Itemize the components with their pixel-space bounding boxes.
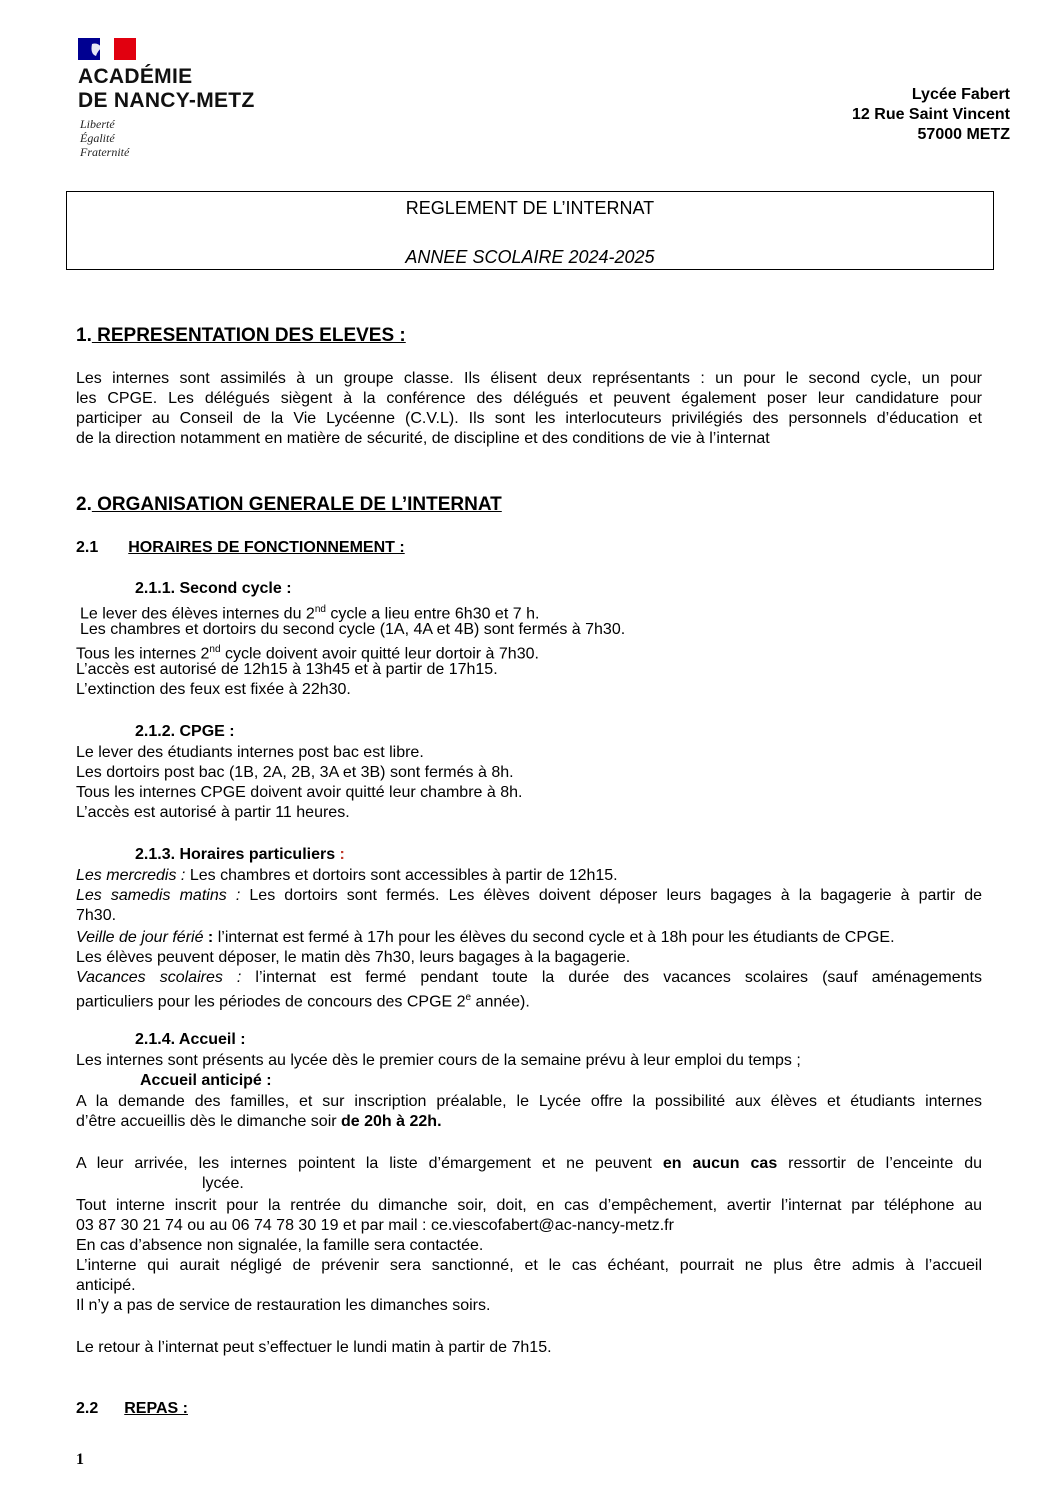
logo-academie: ACADÉMIE	[78, 65, 193, 88]
cpge-line: L’accès est autorisé à partir 11 heures.	[76, 804, 350, 821]
section2-number: 2.	[76, 494, 92, 515]
vacation-line: Vacances scolaires : l’internat est fermé pendant toute la durée des vacances scolaires (sauf aménagements	[76, 969, 982, 986]
subsection-2-1-3-heading: 2.1.3. Horaires particuliers :	[135, 846, 345, 863]
motto-egalite: Égalité	[80, 131, 115, 145]
subsection-2-2-heading: 2.2 REPAS :	[76, 1400, 188, 1417]
subsection-2-1-heading: 2.1 HORAIRES DE FONCTIONNEMENT :	[76, 539, 405, 556]
cpge-line: Le lever des étudiants internes post bac est libre.	[76, 744, 424, 761]
second-cycle-line: Les chambres et dortoirs du second cycle (1A, 4A et 4B) sont fermés à 7h30.	[80, 621, 626, 638]
logo-nancy-metz: DE NANCY-METZ	[78, 89, 255, 112]
second-cycle-line: Tous les internes 2nd cycle doivent avoir quitté leur dortoir à 7h30.	[76, 644, 539, 663]
section2-title: ORGANISATION GENERALE DE L’INTERNAT	[91, 494, 502, 515]
page-number: 1	[76, 1451, 84, 1468]
sanction-line-2: anticipé.	[76, 1277, 136, 1294]
vacation-line-2: particuliers pour les périodes de concours des CPGE 2e année).	[76, 992, 530, 1011]
section1-line: participer au Conseil de la Vie Lycéenne (C.V.L). Ils sont les interlocuteurs privilégiés des personnels d’éducation et	[76, 410, 982, 427]
accueil-anticipe-heading: Accueil anticipé :	[140, 1072, 272, 1089]
section1-line: de la direction notamment en matière de sécurité, de discipline et des conditions de vie à l’internat	[76, 430, 770, 447]
return-line: Le retour à l’internat peut s’effectuer le lundi matin à partir de 7h15.	[76, 1339, 552, 1356]
address-school: Lycée Fabert	[911, 86, 1010, 103]
saturday-line: Les samedis matins : Les dortoirs sont fermés. Les élèves doivent déposer leurs bagages à la bagagerie à partir de	[76, 887, 983, 904]
subsection-2-1-1-heading: 2.1.1. Second cycle :	[135, 580, 292, 597]
sanction-line: L’interne qui aurait négligé de prévenir sera sanctionné, et le cas échéant, pourrait ne plus être admis à l’accueil	[76, 1257, 982, 1274]
section1-line: Les internes sont assimilés à un groupe classe. Ils élisent deux représentants : un pour le second cycle, un pour	[76, 370, 982, 387]
subsection-2-1-4-heading: 2.1.4. Accueil :	[135, 1031, 246, 1048]
second-cycle-line: Le lever des élèves internes du 2nd cycle a lieu entre 6h30 et 7 h.	[80, 604, 540, 623]
marianne-flag-icon	[78, 38, 136, 60]
motto-liberte: Liberté	[80, 117, 115, 131]
accueil-line: Les internes sont présents au lycée dès le premier cours de la semaine prévu à leur emploi du temps ;	[76, 1052, 801, 1069]
notice-line: Tout interne inscrit pour la rentrée du dimanche soir, doit, en cas d’empêchement, avertir l’internat par téléphone au	[76, 1197, 982, 1214]
holiday-eve-line-2: Les élèves peuvent déposer, le matin dès 7h30, leurs bagages à la bagagerie.	[76, 949, 631, 966]
arrival-line: A leur arrivée, les internes pointent la liste d’émargement et ne peuvent en aucun cas ressortir de l’enceinte du	[76, 1155, 983, 1172]
anticipe-line: A la demande des familles, et sur inscription préalable, le Lycée offre la possibilité aux élèves et étudiants internes	[76, 1093, 982, 1110]
contact-line: 03 87 30 21 74 ou au 06 74 78 30 19 et par mail : ce.viescofabert@ac-nancy-metz.fr	[76, 1217, 674, 1234]
anticipe-line: d’être accueillis dès le dimanche soir de 20h à 22h.	[76, 1113, 442, 1130]
holiday-eve-line: Veille de jour férié : l’internat est fermé à 17h pour les élèves du second cycle et à 18h pour les étudiants de CPGE.	[76, 929, 895, 946]
motto-fraternite: Fraternité	[80, 145, 130, 159]
saturday-line-2: 7h30.	[76, 907, 117, 924]
cpge-line: Tous les internes CPGE doivent avoir quitté leur chambre à 8h.	[76, 784, 523, 801]
arrival-line-2: lycée.	[202, 1175, 244, 1192]
second-cycle-line: L’accès est autorisé de 12h15 à 13h45 et à partir de 17h15.	[76, 661, 498, 678]
cpge-line: Les dortoirs post bac (1B, 2A, 2B, 3A et 3B) sont fermés à 8h.	[76, 764, 514, 781]
address-street: 12 Rue Saint Vincent	[852, 106, 1010, 123]
wednesday-line: Les mercredis : Les chambres et dortoirs sont accessibles à partir de 12h15.	[76, 867, 618, 884]
section1-line: les CPGE. Les délégués siègent à la conférence des délégués et peuvent également poser leur candidature pour	[76, 390, 982, 407]
section1-number: 1.	[76, 325, 92, 346]
section1-heading	[76, 325, 406, 347]
subsection-2-1-2-heading: 2.1.2. CPGE :	[135, 723, 235, 740]
restauration-line: Il n’y a pas de service de restauration les dimanches soirs.	[76, 1297, 491, 1314]
document-title: REGLEMENT DE L’INTERNAT	[405, 198, 655, 218]
absence-line: En cas d’absence non signalée, la famille sera contactée.	[76, 1237, 484, 1254]
second-cycle-line: L’extinction des feux est fixée à 22h30.	[76, 681, 351, 698]
section1-title: REPRESENTATION DES ELEVES :	[91, 325, 406, 346]
address-city: 57000 METZ	[917, 126, 1010, 143]
section2-heading	[76, 494, 502, 516]
school-year: ANNEE SCOLAIRE 2024-2025	[405, 247, 655, 267]
